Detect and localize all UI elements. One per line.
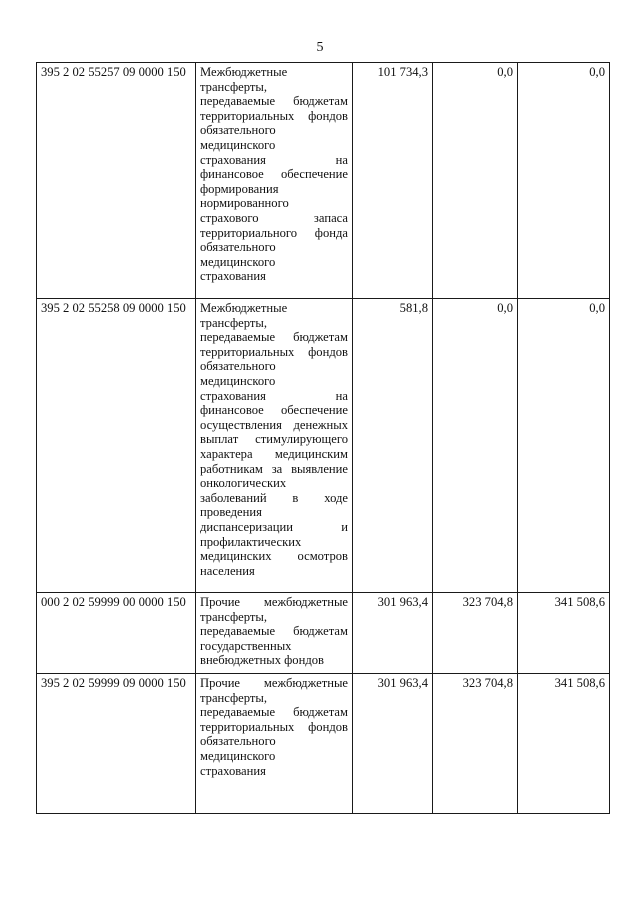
description-line: передаваемые бюджетам	[200, 330, 348, 345]
amount-cell-1: 301 963,4	[353, 593, 433, 674]
description-line: диспансеризации и	[200, 519, 348, 534]
amount-cell-2: 323 704,8	[433, 593, 518, 674]
description-line: страхования на	[200, 152, 348, 167]
description-line: территориальных фондов	[200, 719, 348, 734]
description-line: медицинского	[200, 373, 276, 388]
amount-cell-1: 301 963,4	[353, 674, 433, 814]
description-line: населения	[200, 563, 255, 578]
budget-code-cell: 395 2 02 55258 09 0000 150	[37, 299, 196, 593]
description-line: выплат стимулирующего	[200, 432, 348, 447]
description-line: трансферты,	[200, 609, 268, 624]
description-cell	[196, 674, 353, 814]
description-line: медицинских осмотров	[200, 549, 348, 564]
description-line: обязательного	[200, 734, 276, 749]
description-line: передаваемые бюджетам	[200, 94, 348, 109]
description-line: обязательного	[200, 359, 276, 374]
description-line: страхования	[200, 269, 266, 284]
amount-cell-1: 581,8	[353, 299, 433, 593]
description-cell	[196, 299, 353, 593]
amount-cell-3: 341 508,6	[518, 593, 610, 674]
description-line: формирования	[200, 181, 279, 196]
description-line: финансовое обеспечение	[200, 167, 348, 182]
amount-cell-3: 341 508,6	[518, 674, 610, 814]
budget-code-cell: 000 2 02 59999 00 0000 150	[37, 593, 196, 674]
description-line: заболеваний в ходе	[200, 490, 348, 505]
description-line: финансовое обеспечение	[200, 403, 348, 418]
amount-cell-2: 0,0	[433, 63, 518, 299]
amount-cell-1: 101 734,3	[353, 63, 433, 299]
description-line: трансферты,	[200, 79, 268, 94]
description-line: передаваемые бюджетам	[200, 705, 348, 720]
page-number: 5	[316, 40, 324, 55]
description-line: страхового запаса	[200, 210, 348, 225]
description-line: онкологических	[200, 476, 287, 491]
description-line: государственных	[200, 638, 292, 653]
description-line: Межбюджетные	[200, 301, 288, 315]
description-line: медицинского	[200, 137, 276, 152]
description-line: внебюджетных фондов	[200, 653, 324, 668]
description-cell	[196, 593, 353, 674]
table-row	[37, 63, 610, 299]
description-line: трансферты,	[200, 690, 268, 705]
table-row	[37, 674, 610, 814]
description-line: работникам за выявление	[200, 461, 348, 476]
description-line: Прочие межбюджетные	[200, 676, 348, 690]
description-line: территориальных фондов	[200, 344, 348, 359]
description-line: медицинского	[200, 748, 276, 763]
description-line: страхования на	[200, 388, 348, 403]
description-line: характера медицинским	[200, 446, 348, 461]
amount-cell-3: 0,0	[518, 63, 610, 299]
budget-table	[36, 62, 610, 814]
amount-cell-2: 0,0	[433, 299, 518, 593]
description-line: страхования	[200, 763, 266, 778]
budget-code-cell: 395 2 02 55257 09 0000 150	[37, 63, 196, 299]
table-row	[37, 593, 610, 674]
description-line: территориальных фондов	[200, 108, 348, 123]
description-line: проведения	[200, 505, 262, 520]
description-cell	[196, 63, 353, 299]
description-line: нормированного	[200, 196, 289, 211]
amount-cell-3: 0,0	[518, 299, 610, 593]
amount-cell-2: 323 704,8	[433, 674, 518, 814]
table-row	[37, 299, 610, 593]
description-line: профилактических	[200, 534, 302, 549]
budget-code-cell: 395 2 02 59999 09 0000 150	[37, 674, 196, 814]
description-line: трансферты,	[200, 315, 268, 330]
description-line: осуществления денежных	[200, 417, 348, 432]
description-line: обязательного	[200, 123, 276, 138]
table-body	[37, 63, 610, 814]
description-line: территориального фонда	[200, 225, 348, 240]
description-line: обязательного	[200, 240, 276, 255]
description-line: медицинского	[200, 254, 276, 269]
description-line: передаваемые бюджетам	[200, 624, 348, 639]
description-line: Межбюджетные	[200, 65, 288, 79]
description-line: Прочие межбюджетные	[200, 595, 348, 609]
